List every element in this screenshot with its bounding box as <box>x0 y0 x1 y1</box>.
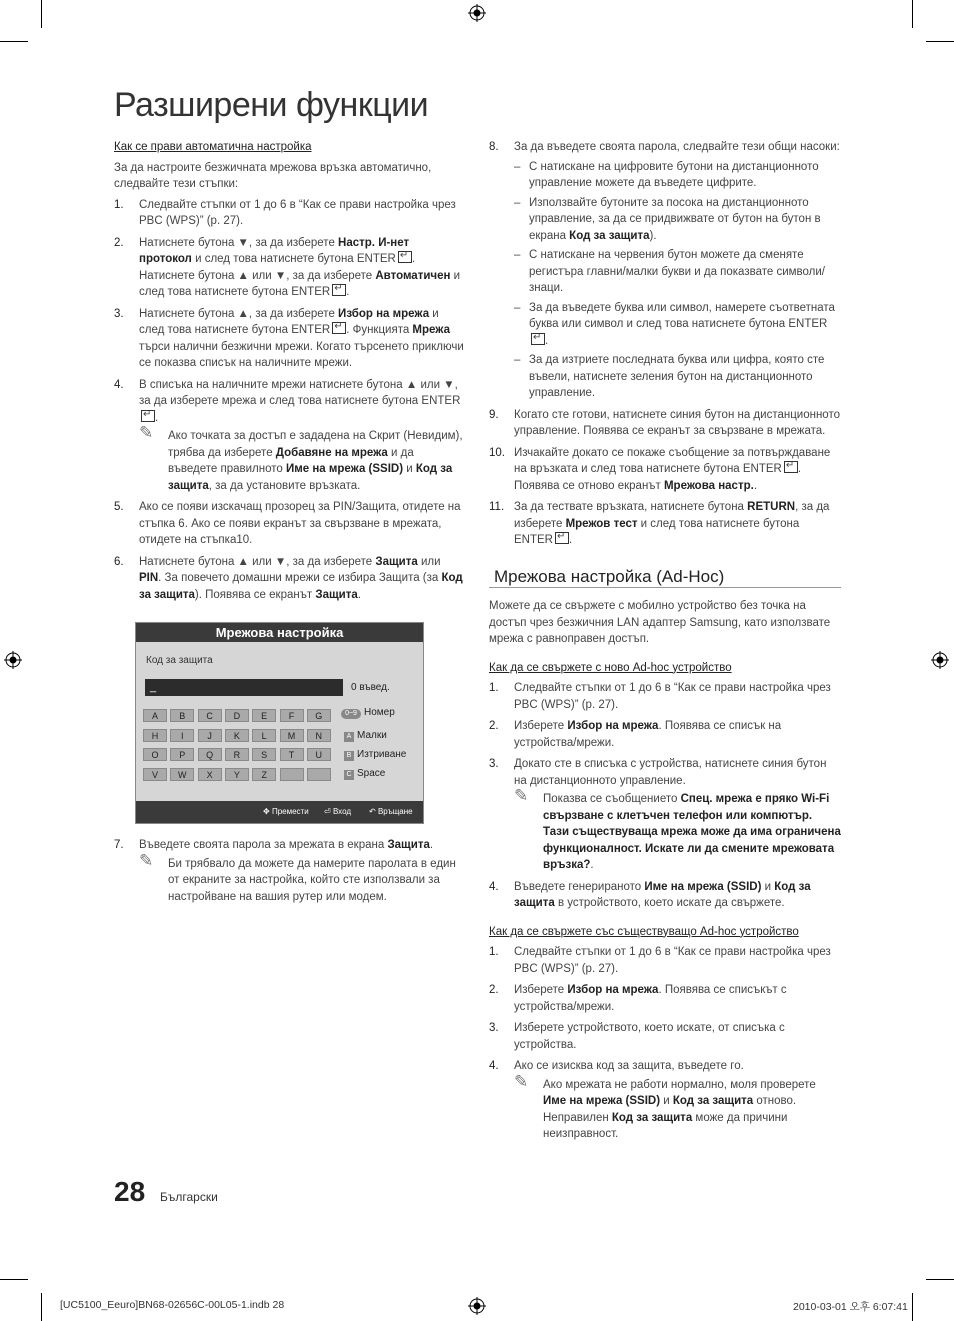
left-column <box>114 139 464 608</box>
note-pen-icon: ✎ <box>514 786 529 805</box>
crop-mark <box>926 1279 954 1280</box>
note: ✎ Ако точката за достъп е зададена на Скрит (Невидим), трябва да изберете Добавяне на мрежа и да въведете правилното Име на мрежа (SSID) и Код за защита, за да установите връзката. <box>139 423 463 492</box>
intro-text: За да настроите безжичната мрежова връзка автоматично, следвайте тези стъпки: <box>114 161 432 190</box>
network-setup-screen <box>135 622 424 824</box>
key-m[interactable]: M <box>280 729 304 742</box>
move-arrows-icon: ✥ <box>263 807 270 816</box>
return-icon: ↶ <box>369 807 376 816</box>
note-pen-icon: ✎ <box>139 850 154 870</box>
key-e[interactable]: E <box>252 709 276 722</box>
existing-step-3: 3. Изберете устройството, което искате, от списъка с устройства. <box>489 1022 785 1051</box>
crop-mark <box>912 0 913 28</box>
key-blank[interactable] <box>280 768 304 781</box>
enter-icon <box>141 410 155 422</box>
step-10: 10. Изчакайте докато се покаже съобщение за потвърждаване на връзката и след това натиснете бутона ENTER↵ . Появява се отново екранът Мрежова настр.. <box>489 445 841 495</box>
step-9: 9. Когато сте готови, натиснете синия бутон на дистанционното управление. Появява се екранът за свързване в мрежата. <box>489 408 840 437</box>
adhoc-step-3: 3. Докато сте в списъка с устройства, натиснете синия бутон на дистанционното управление. ✎ Показва се съобщението Спец. мрежа е пряко Wi-Fi свързване с клетъчен телефон или компютър. Тази съществуваща мрежа може да има ограничена функционалност. Искате ли да смените мрежовата връзка?. <box>489 756 841 874</box>
step-1: 1. Следвайте стъпки от 1 до 6 в “Как се прави настройка чрез PBC (WPS)” (p. 27). <box>114 198 456 227</box>
enter-icon <box>555 532 569 544</box>
enter-icon: ⏎ <box>324 807 331 816</box>
key-c[interactable]: C <box>198 709 222 722</box>
note: ✎ Показва се съобщението Спец. мрежа е пряко Wi-Fi свързване с клетъчен телефон или компютър. Тази съществуваща мрежа може да има ограничена функционалност. Искате ли да смените мрежовата връзка?. <box>514 786 841 871</box>
key-blank[interactable] <box>307 768 331 781</box>
subheading-new-adhoc: Как да се свържете с ново Ad-hoc устройство <box>489 661 732 674</box>
step-8: 8. За да въведете своята парола, следвайте тези общи насоки: – С натискане на цифровите бутони на дистанционното управление можете да въведете цифрите. – Използвайте бутоните за посока на дистанционното управление, за да се придвижвате от бутон на бутон в екрана Код за защита). – С натискане на червения бутон можете да сменяте регистъра главни/малки букви и да показвате символи/знаци. – За да въведете буква или символ, намерете съответната буква или символ и след това натиснете бутона ENTER↵. – За да изтриете последната буква или цифра, която сте въвели, натиснете зеления бутон на дистанционното управление. <box>489 139 841 402</box>
key-z[interactable]: Z <box>252 768 276 781</box>
print-slug-right: 2010-03-01 오후 6:07:41 <box>793 1301 908 1313</box>
section-heading-adhoc: Мрежова настройка (Ad-Hoc) <box>489 569 841 589</box>
step-3: 3. Натиснете бутона ▲, за да изберете Избор на мрежа и след това натиснете бутона ENTER↵ . Функцията Мрежа търси налични безжични мрежи. Когато търсенето приключи се показва списък на наличните мрежи. <box>114 306 464 372</box>
key-l[interactable]: L <box>252 729 276 742</box>
print-slug-left: [UC5100_Eeuro]BN68-02656C-00L05-1.indb 28 <box>60 1299 285 1311</box>
note-pen-icon: ✎ <box>514 1071 529 1091</box>
registration-mark-icon <box>468 1297 486 1315</box>
guideline: – Използвайте бутоните за посока на дистанционното управление, за да се придвижвате от бутон на бутон в екрана Код за защита). <box>514 196 821 242</box>
key-r[interactable]: R <box>225 748 249 761</box>
enter-icon <box>332 322 346 334</box>
guideline: – С натискане на червения бутон можете да сменяте регистъра главни/малки букви и да показвате символи/знаци. <box>514 249 825 294</box>
key-k[interactable]: K <box>225 729 249 742</box>
option-lowercase: A Малки <box>344 730 387 742</box>
osd-title: Мрежова настройка <box>136 623 423 642</box>
option-space: C Space <box>344 768 385 780</box>
key-b[interactable]: B <box>170 709 194 722</box>
footer-move: ✥ Премести <box>263 807 309 816</box>
key-h[interactable]: H <box>143 729 167 742</box>
adhoc-step-1: 1. Следвайте стъпки от 1 до 6 в “Как се прави настройка чрез PBC (WPS)” (p. 27). <box>489 682 831 711</box>
key-u[interactable]: U <box>307 748 331 761</box>
note-pen-icon: ✎ <box>139 423 154 442</box>
enter-icon <box>398 251 412 263</box>
key-t[interactable]: T <box>280 748 304 761</box>
key-a[interactable]: A <box>143 709 167 722</box>
page-title: Разширени функции <box>114 86 429 124</box>
key-i[interactable]: I <box>170 729 194 742</box>
crop-mark <box>41 1293 42 1321</box>
entered-count: 0 въвед. <box>351 682 390 693</box>
step-6: 6. Натиснете бутона ▲ или ▼, за да изберете Защита или PIN. За повечето домашни мрежи се избира Защита (за Код за защита). Появява се екранът Защита. <box>114 555 463 601</box>
enter-icon <box>332 284 346 296</box>
adhoc-step-2: 2. Изберете Избор на мрежа. Появява се списък на устройства/мрежи. <box>489 720 782 749</box>
existing-step-2: 2. Изберете Избор на мрежа. Появява се списъкът с устройства/мрежи. <box>489 984 787 1013</box>
subheading-auto-setup: Как се прави автоматична настройка <box>114 141 312 153</box>
key-s[interactable]: S <box>252 748 276 761</box>
left-column-bottom <box>114 837 464 910</box>
adhoc-step-4: 4. Въведете генерираното Име на мрежа (SSID) и Код за защита в устройството, което искате да свържете. <box>489 880 811 909</box>
key-j[interactable]: J <box>198 729 222 742</box>
note: ✎ Би трябвало да можете да намерите паролата в един от екраните за настройка, който сте използвали за настройване на вашия рутер или модем. <box>139 850 456 903</box>
security-key-input[interactable]: _ <box>145 679 343 696</box>
osd-footer <box>136 801 423 823</box>
crop-mark <box>0 1279 28 1280</box>
guideline: – За да въведете буква или символ, намерете съответната буква или символ и след това натиснете бутона ENTER↵. <box>514 300 841 350</box>
step-7: 7. Въведете своята парола за мрежата в екрана Защита. ✎ Би трябвало да можете да намерите паролата в един от екраните за настройка, който сте използвали за настройване на вашия рутер или модем. <box>114 837 464 905</box>
subheading-existing-adhoc: Как да се свържете със съществуващо Ad-hoc устройство <box>489 925 799 938</box>
key-f[interactable]: F <box>280 709 304 722</box>
crop-mark <box>0 41 28 42</box>
adhoc-intro: Можете да се свържете с мобилно устройство без точка на достъп чрез безжичния LAN адаптер Samsung, като използвате мрежа с равноправен достъп. <box>489 600 831 645</box>
crop-mark <box>41 0 42 28</box>
existing-step-1: 1. Следвайте стъпки от 1 до 6 в “Как се прави настройка чрез PBC (WPS)” (p. 27). <box>489 946 831 975</box>
crop-mark <box>912 1293 913 1321</box>
key-q[interactable]: Q <box>198 748 222 761</box>
enter-icon <box>784 461 798 473</box>
enter-icon <box>531 333 545 345</box>
key-o[interactable]: O <box>143 748 167 761</box>
guideline: – За да изтриете последната буква или цифра, която сте въвели, натиснете зеления бутон на дистанционното управление. <box>514 354 825 399</box>
option-delete: B Изтриване <box>344 749 406 761</box>
key-g[interactable]: G <box>307 709 331 722</box>
step-2: 2. Натиснете бутона ▼, за да изберете Настр. И-нет протокол и след това натиснете бутона ENTER↵ . Натиснете бутона ▲ или ▼, за да изберете Автоматичен и след това натиснете бутона ENTER↵ . <box>114 235 464 301</box>
registration-mark-icon <box>931 651 949 669</box>
existing-step-4: 4. Ако се изисква код за защита, въведете го. ✎ Ако мрежата не работи нормално, моля проверете Име на мрежа (SSID) и Код за защита отново. Неправилен Код за защита може да причини неизправност. <box>489 1058 841 1143</box>
footer-enter: ⏎ Вход <box>324 807 352 816</box>
step-11: 11. За да тествате връзката, натиснете бутона RETURN, за да изберете Мрежов тест и след това натиснете бутона ENTER↵ . <box>489 499 841 549</box>
page-number: 28 <box>114 1176 146 1207</box>
note: ✎ Ако мрежата не работи нормално, моля проверете Име на мрежа (SSID) и Код за защита отново. Неправилен Код за защита може да причини неизправност. <box>514 1071 816 1140</box>
key-x[interactable]: X <box>198 768 222 781</box>
option-number: 0~9 Номер <box>341 707 395 719</box>
osd-security-key-label: Код за защита <box>146 655 213 666</box>
guideline: – С натискане на цифровите бутони на дистанционното управление можете да въведете цифрите. <box>514 160 819 189</box>
key-w[interactable]: W <box>170 768 194 781</box>
step-4: 4. В списъка на наличните мрежи натиснете бутона ▲ или ▼, за да изберете мрежа и след това натиснете бутона ENTER↵. ✎ Ако точката за достъп е зададена на Скрит (Невидим), трябва да изберете Добавяне на мрежа и да въведете правилното Име на мрежа (SSID) и Код за защита, за да установите връзката. <box>114 377 464 495</box>
step-5: 5. Ако се появи изскачащ прозорец за PIN/Защита, отидете на стъпка 6. Ако се появи екранът за свързване в мрежата, отидете на стъпка10. <box>114 501 461 546</box>
footer-return: ↶ Връщане <box>369 807 413 816</box>
key-d[interactable]: D <box>225 709 249 722</box>
key-n[interactable]: N <box>307 729 331 742</box>
crop-mark <box>926 41 954 42</box>
key-p[interactable]: P <box>170 748 194 761</box>
registration-mark-icon <box>468 4 486 22</box>
key-y[interactable]: Y <box>225 768 249 781</box>
page-language: Български <box>160 1190 218 1204</box>
right-column <box>489 139 841 1148</box>
registration-mark-icon <box>4 651 22 669</box>
key-v[interactable]: V <box>143 768 167 781</box>
